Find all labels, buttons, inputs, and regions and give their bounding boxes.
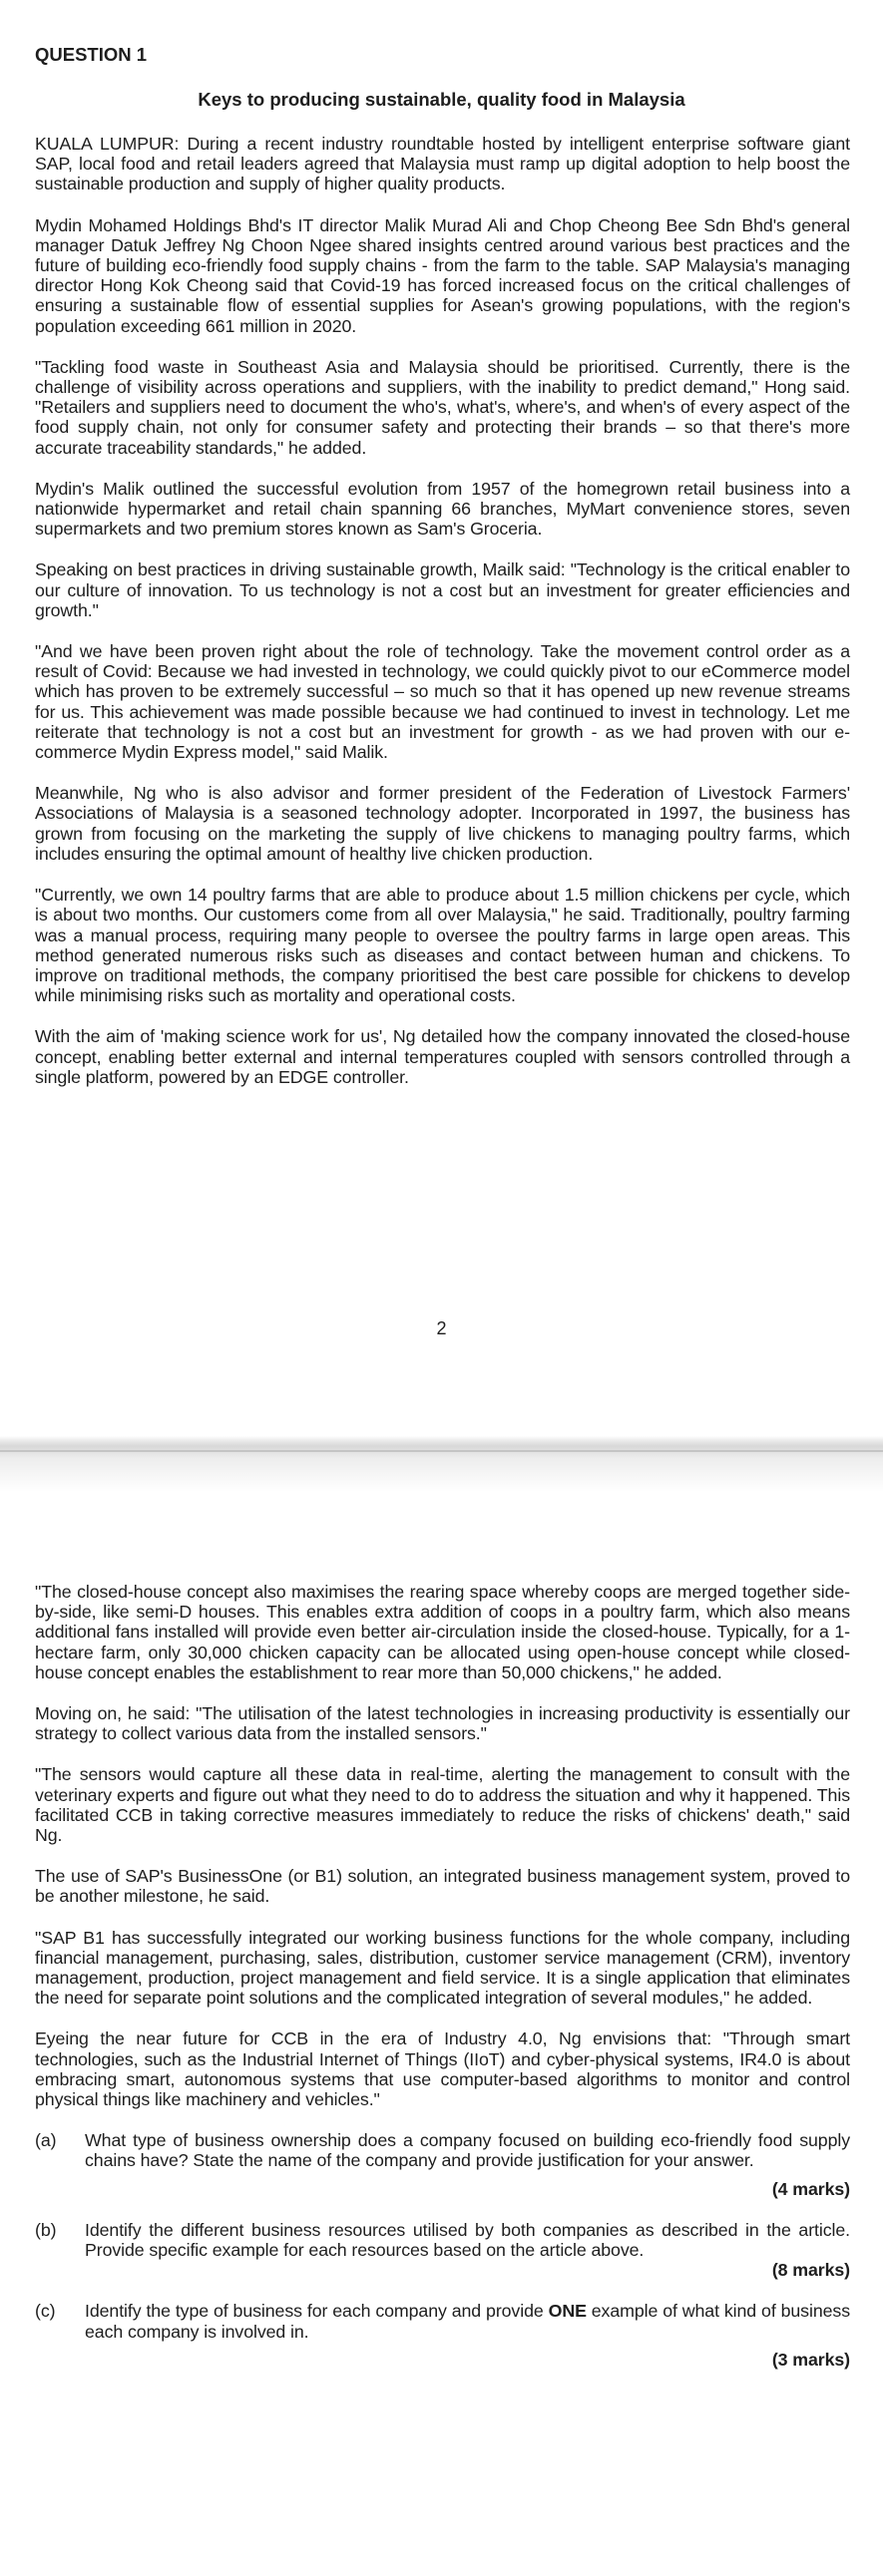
question-label: (c) [35,2301,56,2322]
question-label: (a) [35,2130,57,2151]
paragraph: The use of SAP's BusinessOne (or B1) solution, an integrated business management system, proved to be another milestone, he said. [35,1866,850,1907]
paragraph: "The closed-house concept also maximises the rearing space whereby coops are merged together side-by-side, like semi-D houses. This enables extra addition of coops in a poultry farm, which also means additional fans installed will provide even better air-circulation inside the closed-house. Typically, for a 1-hectare farm, only 30,000 chicken capacity can be allocated using open-house concept while closed-house concept enables the establishment to rear more than 50,000 chickens," he added. [35,1582,850,1682]
question-marks: (4 marks) [771,2178,850,2199]
paragraph: Speaking on best practices in driving sustainable growth, Mailk said: "Technology is the critical enabler to our culture of innovation. To us technology is not a cost but an investment for greater efficiencies and growth." [35,559,850,620]
question-c [35,2301,850,2341]
paragraph: "SAP B1 has successfully integrated our working business functions for the whole company, including financial management, purchasing, sales, distribution, customer service management (CRM), inventory management, production, project management and field service. It is a single application that eliminates the need for separate point solutions and the complicated integration of several modules," he added. [35,1927,850,2009]
paragraph: Mydin's Malik outlined the successful evolution from 1957 of the homegrown retail business into a nationwide hypermarket and retail chain spanning 66 branches, MyMart convenience stores, seven supermarkets and two premium stores known as Sam's Groceria. [35,478,850,540]
paragraph: Meanwhile, Ng who is also advisor and former president of the Federation of Livestock Farmers' Associations of Malaysia is a seasoned technology adopter. Incorporated in 1997, the business has grown from focusing on the marketing the supply of live chickens to managing poultry farms, which includes ensuring the optimal amount of healthy live chicken production. [35,783,850,864]
paragraph: "And we have been proven right about the role of technology. Take the movement control order as a result of Covid: Because we had invested in technology, we could quickly pivot to our eCommerce model which has proven to be extremely successful – so much so that it has opened up new revenue streams for us. This achievement was made possible because we had continued to invest in technology. Let me reiterate that technology is not a cost but an investment for growth - as we had proven with our e-commerce Mydin Express model," said Malik. [35,641,850,763]
paragraph: "The sensors would capture all these data in real-time, alerting the management to consult with the veterinary experts and figure out what they need to do to address the situation and why it happened. This facilitated CCB in taking corrective measures immediately to reduce the risks of chickens' death," said Ng. [35,1764,850,1846]
question-marks: (8 marks) [771,2260,850,2281]
page-separator [0,1436,883,1492]
question-marks: (3 marks) [771,2349,850,2370]
question-header: QUESTION 1 [35,44,148,65]
paragraph: Moving on, he said: "The utilisation of the latest technologies in increasing productivity is essentially our strategy to collect various data from the installed sensors." [35,1703,850,1744]
paragraph: Eyeing the near future for CCB in the era of Industry 4.0, Ng envisions that: "Through smart technologies, such as the Industrial Internet of Things (IIoT) and cyber-physical systems, IR4.0 is about embracing smart, autonomous systems that use computer-based algorithms to monitor and control physical things like machinery and vehicles." [35,2028,850,2110]
question-text-part: example of what kind of business each company is involved in. [85,2301,850,2342]
page-two [0,1492,883,2576]
page-number: 2 [436,1318,447,1338]
question-text-part: Identify the type of business for each company and provide [85,2301,549,2322]
paragraph: KUALA LUMPUR: During a recent industry roundtable hosted by intelligent enterprise software giant SAP, local food and retail leaders agreed that Malaysia must ramp up digital adoption to help boost the sustainable production and supply of higher quality products. [35,134,850,194]
question-text: Identify the different business resources utilised by both companies as described in the article. Provide specific example for each resources based on the article above. [85,2219,850,2261]
article-title: Keys to producing sustainable, quality food in Malaysia [198,89,685,110]
article-body-page-2 [35,1582,850,2391]
paragraph: With the aim of 'making science work for us', Ng detailed how the company innovated the closed-house concept, enabling better external and internal temperatures coupled with sensors controlled through a single platform, powered by an EDGE controller. [35,1026,850,1087]
question-label: (b) [35,2219,57,2240]
paragraph: "Currently, we own 14 poultry farms that are able to produce about 1.5 million chickens per cycle, which is about two months. Our customers come from all over Malaysia," he said. Traditionally, poultry farming was a manual process, requiring many people to oversee the poultry farms in large open areas. This method generated numerous risks such as diseases and contact between human and chickens. To improve on traditional methods, the company prioritised the best care possible for chickens to develop while minimising risks such as mortality and operational costs. [35,885,850,1006]
question-b [35,2220,850,2260]
paragraph: "Tackling food waste in Southeast Asia and Malaysia should be prioritised. Currently, there is the challenge of visibility across operations and suppliers, with the inability to predict demand," Hong said. "Retailers and suppliers need to document the who's, what's, where's, and when's of every aspect of the food supply chain, not only for consumer safety and protecting their brands – so that there's more accurate traceability standards," he added. [35,356,850,458]
question-text-emphasis: ONE [548,2301,587,2322]
question-text: What type of business ownership does a company focused on building eco-friendly food supply chains have? State the name of the company and provide justification for your answer. [85,2130,850,2171]
question-a [35,2130,850,2170]
question-text [85,2301,850,2341]
paragraph: Mydin Mohamed Holdings Bhd's IT director Malik Murad Ali and Chop Cheong Bee Sdn Bhd's general manager Datuk Jeffrey Ng Choon Ngee shared insights centred around various best practices and the future of building eco-friendly food supply chains - from the farm to the table. SAP Malaysia's managing director Hong Kok Cheong said that Covid-19 has forced increased focus on the critical challenges of ensuring a sustainable flow of essential supplies for Asean's growing populations, with the region's population exceeding 661 million in 2020. [35,214,850,336]
article-body-page-1 [35,134,850,1108]
